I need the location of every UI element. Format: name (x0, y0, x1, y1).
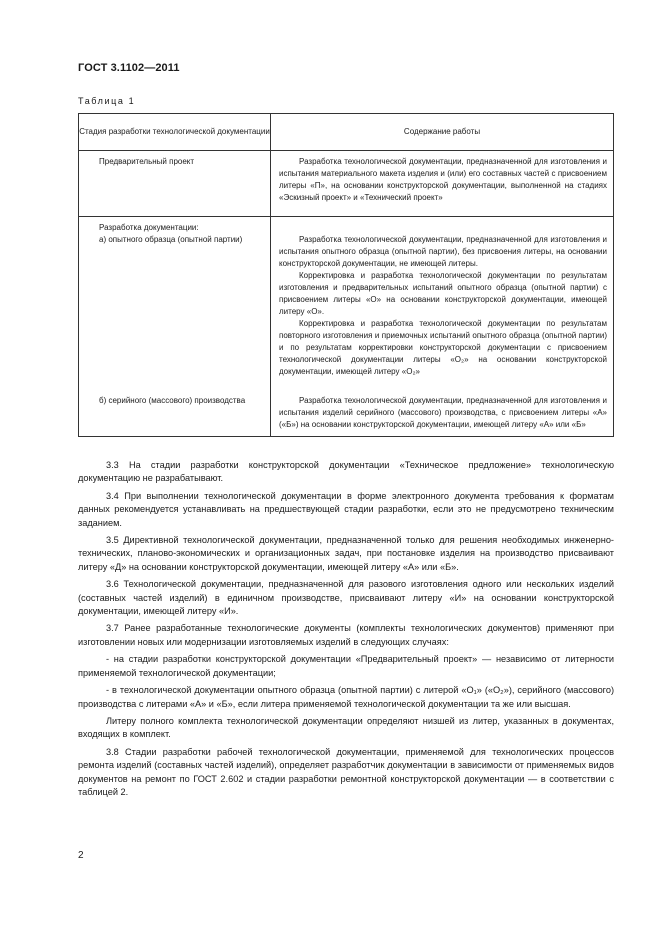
page-number: 2 (78, 850, 84, 861)
content-cell (271, 390, 614, 437)
table-row (79, 151, 614, 217)
table-row (79, 217, 614, 391)
content-paragraph: Разработка технологической документации, предназначенной для изготовления и испытания изделий серийного (массового) производства, с присвоением литеры «А» («Б») на основании конструкторской документации, имеющей литеру «А» или «Б» (279, 396, 607, 429)
paragraph-3-5: 3.5 Директивной технологической документации, предназначенной только для решения необходимых инженерно-технических, планово-экономических и организационных задач, при постановке изделия на производство присваивают литеру «Д» на основании конструкторской документации, имеющей литеру «А» или «Б». (78, 535, 614, 572)
paragraph: Литеру полного комплекта технологической документации определяют низшей из литер, указанных в документах, входящих в комплект. (78, 715, 614, 740)
list-item: - в технологической документации опытного образца (опытной партии) с литерой «О₁» («О₂»), серийного (массового) производства с литерами «А» и «Б», если литера применяемой технологической документации та же или высшая. (78, 685, 614, 709)
content-cell (271, 217, 614, 391)
table-row (79, 390, 614, 437)
content-paragraph: Корректировка и разработка технологической документации по результатам повторного изготовления и приемочных испытаний опытного образца (опытной партии) и по результатам корректировки конструкторской документации с присвоением технологической документации литеры «О₂» на основании конструкторской документации, имеющей литеру «О₂» (279, 319, 607, 376)
table-caption: Таблица 1 (78, 96, 136, 106)
content-paragraph: Корректировка и разработка технологической документации по результатам изготовления и предварительных испытаний опытного образца (опытной партии) с присвоением литеры «О» на основании конструкторской документации, имеющей литеру «О». (279, 271, 607, 316)
stage-cell (79, 390, 271, 437)
table-header-row (79, 114, 614, 151)
content-cell (271, 151, 614, 217)
col-header-stage: Стадия разработки технологической документации (79, 114, 271, 151)
stage-text: Разработка документации: (99, 223, 199, 232)
content-paragraph: Разработка технологической документации, предназначенной для изготовления и испытания опытного образца (опытной партии), без присвоения литеры, на основании конструкторской документации, не имеющей литеры. (279, 235, 607, 268)
col-header-content: Содержание работы (271, 114, 614, 151)
paragraph-3-3: 3.3 На стадии разработки конструкторской документации «Техническое предложение» технологическую документацию не разрабатывают. (78, 460, 614, 484)
paragraph-3-8: 3.8 Стадии разработки рабочей технологической документации, применяемой для технологических процессов ремонта изделий (составных частей изделий), определяет разработчик документации в зависимости от применяемых видов документов на ремонт по ГОСТ 2.602 и стадии разработки ремонтной конструкторской документации — в соответствии с таблицей 2. (78, 746, 614, 797)
stage-cell (79, 217, 271, 391)
paragraph-3-7: 3.7 Ранее разработанные технологические документы (комплекты технологических документов) применяют при изготовлении новых или модернизации изготовляемых изделий в следующих случаях: (78, 623, 614, 647)
stage-cell (79, 151, 271, 217)
list-item: - на стадии разработки конструкторской документации «Предварительный проект» — независимо от литерности применяемой технологической документации; (78, 654, 614, 678)
paragraph-3-4: 3.4 При выполнении технологической документации в форме электронного документа требования к форматам данных рекомендуется устанавливать на предшествующей стадии разработки, если это не предусмотрено техническим заданием. (78, 490, 614, 528)
paragraph-3-6: 3.6 Технологической документации, предназначенной для разового изготовления одного или нескольких изделий (составных частей изделий) в единичном производстве, присваивают литеру «И» на основании конструкторской документации, имеющей литеру «И». (78, 579, 614, 617)
stage-text: б) серийного (массового) производства (99, 396, 246, 405)
stages-table (78, 113, 614, 437)
page-header: ГОСТ 3.1102—2011 (78, 62, 180, 74)
stage-text: Предварительный проект (99, 157, 195, 166)
body-text (78, 459, 614, 803)
content-paragraph: Разработка технологической документации, предназначенной для изготовления и испытания материального макета изделия и (или) его составных частей с присвоением литеры «П», на основании конструкторской документации, выполненной на стадиях «Эскизный проект» и «Технический проект» (279, 157, 607, 202)
stage-text: а) опытного образца (опытной партии) (99, 235, 243, 244)
